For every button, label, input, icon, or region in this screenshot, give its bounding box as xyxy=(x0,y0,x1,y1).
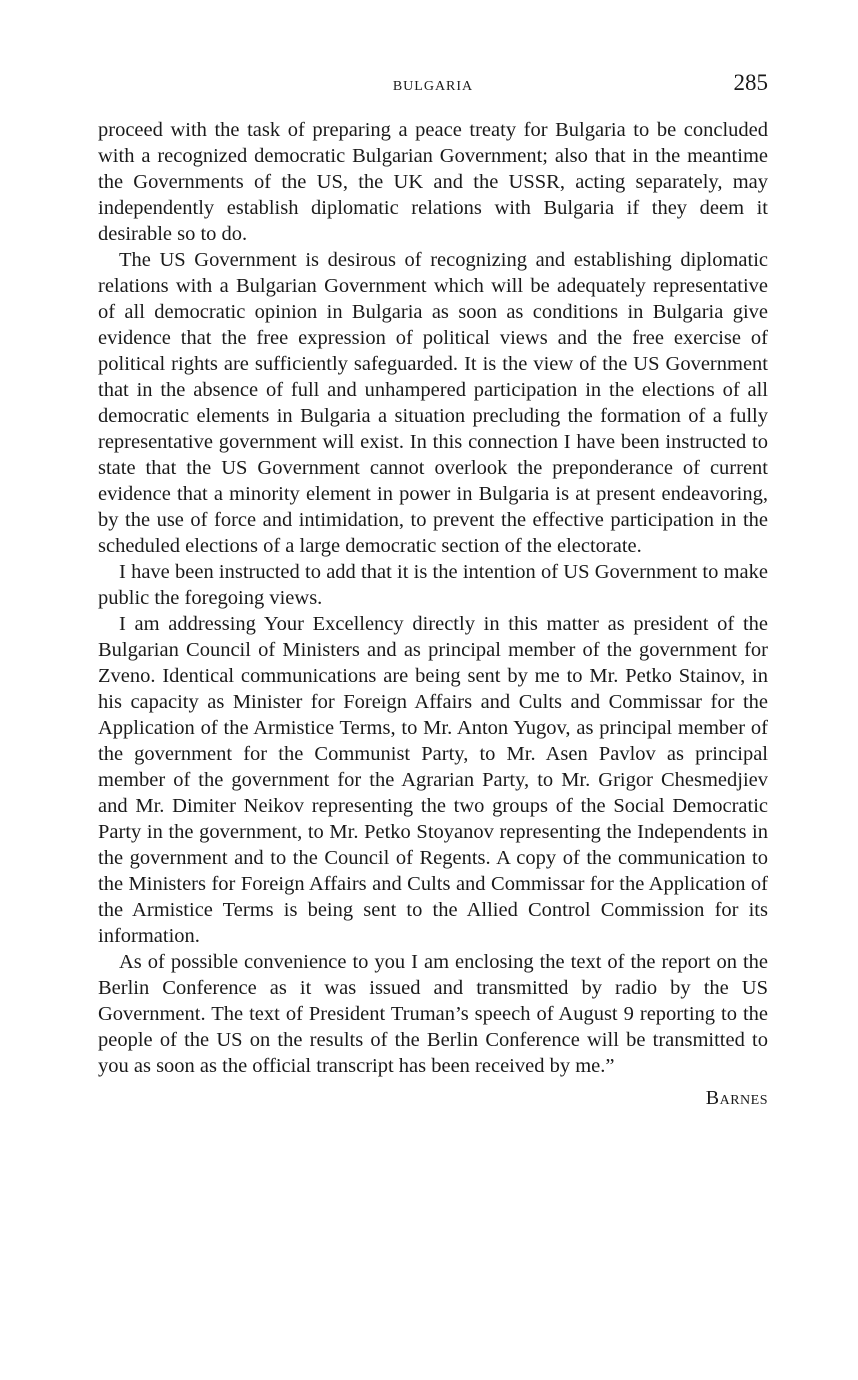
running-title: BULGARIA xyxy=(392,79,474,94)
paragraph-enclosure: As of possible convenience to you I am enclosing the text of the report on the Berlin Conference as it was issued and transmitted by radio by the US Government. The text of President Truman’s speech of August 9 reporting to the people of the US on the results of the Berlin Conference will be transmitted to you as soon as the official transcript has been received by me.” xyxy=(98,951,768,1077)
paragraph-addressees: I am addressing Your Excellency directly in this matter as president of the Bulgarian Council of Ministers and as principal member of the government for Zveno. Identical communications are being sent by me to Mr. Petko Stainov, in his capacity as Minister for Foreign Affairs and Cults and Commissar for the Application of the Armistice Terms, to Mr. Anton Yugov, as principal member of the government for the Communist Party, to Mr. Asen Pavlov as principal member of the government for the Agrarian Party, to Mr. Grigor Chesmedjiev and Mr. Dimiter Neikov representing the two groups of the Social Democratic Party in the government, to Mr. Petko Stoyanov representing the Independents in the government and to the Council of Regents. A copy of the communication to the Ministers for Foreign Affairs and Cults and Commissar for the Application of the Armistice Terms is being sent to the Allied Control Commission for its information. xyxy=(98,613,768,947)
running-head xyxy=(98,70,768,102)
paragraph-publication-intent: I have been instructed to add that it is the intention of US Government to make public the foregoing views. xyxy=(98,561,768,609)
page-number: 285 xyxy=(733,70,768,95)
signature: Barnes xyxy=(705,1087,768,1109)
body-text xyxy=(98,117,768,1111)
paragraph-us-position: The US Government is desirous of recognizing and establishing diplomatic relations with a Bulgarian Government which will be adequately representative of all democratic opinion in Bulgaria as soon as conditions in Bulgaria give evidence that the free expression of political views and the free exercise of political rights are sufficiently safeguarded. It is the view of the US Government that in the absence of full and unhampered participation in the elections of all democratic elements in Bulgaria a situation precluding the formation of a fully representative government will exist. In this connection I have been instructed to state that the US Government cannot overlook the preponderance of current evidence that a minority element in power in Bulgaria is at present endeavoring, by the use of force and intimidation, to prevent the effective participation in the scheduled elections of a large democratic section of the electorate. xyxy=(98,249,768,557)
paragraph-continuation: proceed with the task of preparing a peace treaty for Bulgaria to be concluded with a recognized democratic Bulgarian Government; also that in the meantime the Governments of the US, the UK and the USSR, acting separately, may independently establish diplomatic relations with Bulgaria if they deem it desirable so to do. xyxy=(98,119,768,245)
